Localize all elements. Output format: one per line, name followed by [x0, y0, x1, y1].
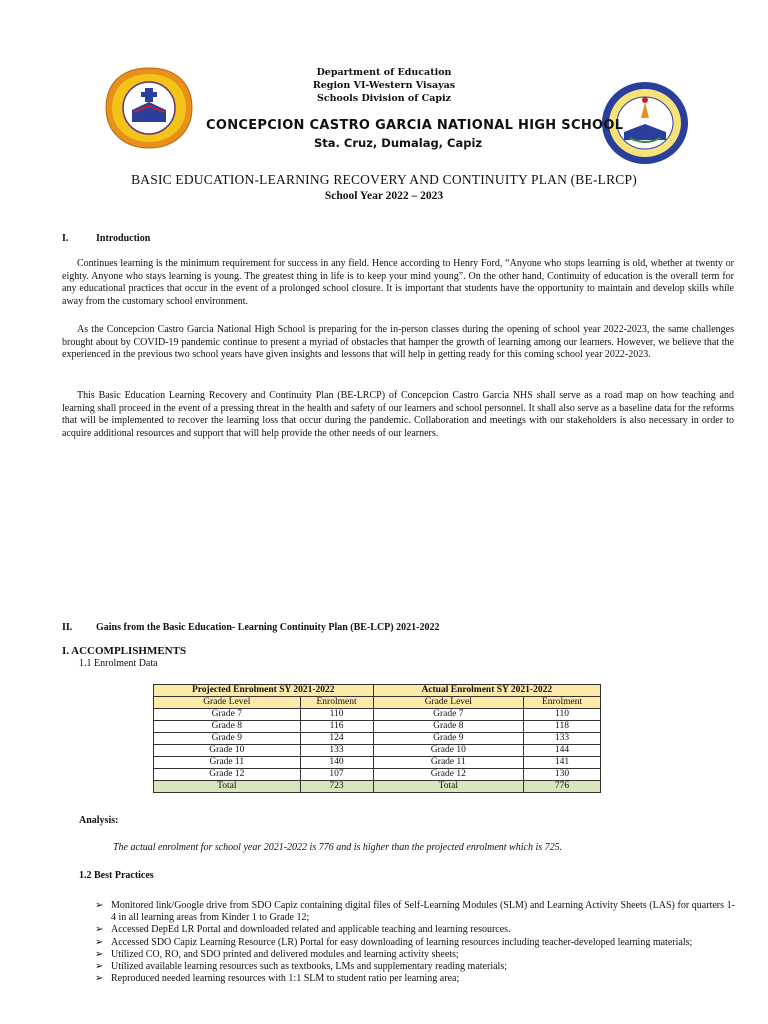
table-row	[154, 709, 601, 721]
table-total-row	[154, 781, 601, 793]
dept-line: Department of Education	[316, 67, 452, 78]
school-year: School Year 2022 – 2023	[324, 190, 444, 202]
cell: Grade 11	[154, 757, 301, 769]
cell: Grade 10	[373, 745, 524, 757]
cell: 107	[300, 769, 373, 781]
cell: Grade 12	[373, 769, 524, 781]
cell: 723	[300, 781, 373, 793]
cell: Grade 7	[373, 709, 524, 721]
analysis-text: The actual enrolment for school year 2021-2022 is 776 and is higher than the projected enrolment which is 725.	[113, 842, 563, 853]
list-item: ➢ Utilized available learning resources such as textbooks, LMs and supplementary reading materials;	[95, 961, 507, 973]
cell: 124	[300, 733, 373, 745]
table-row	[154, 733, 601, 745]
analysis-label: Analysis:	[79, 815, 119, 826]
intro-paragraph-1: Continues learning is the minimum requirement for success in any field. Hence according to Henry Ford, “Anyone who stops learning is old, whether at twenty or eighty. Anyone who stays learning is young. The greatest thing in life is to keep your mind young”. On the other hand, Continuity of education is the overall term for any educational practices that occur in the event of a prolonged school closure. It is important that students have the opportunity to maintain and develop skills while away from the customary school environment.	[62, 258, 734, 307]
accomplishments-heading: I. ACCOMPLISHMENTS	[62, 645, 187, 657]
cell: 776	[524, 781, 601, 793]
cell: 118	[524, 721, 601, 733]
list-item: ➢ Utilized CO, RO, and SDO printed and delivered modules and learning activity sheets;	[95, 948, 459, 960]
cell: Grade 9	[154, 733, 301, 745]
cell: Grade 11	[373, 757, 524, 769]
best-practices-heading: 1.2 Best Practices	[79, 870, 154, 881]
cell: Grade 12	[154, 769, 301, 781]
arrow-bullet-icon: ➢	[95, 973, 104, 985]
cell: 116	[300, 721, 373, 733]
col-enrolment: Enrolment	[300, 697, 373, 709]
cell: Grade 7	[154, 709, 301, 721]
col-enrolment: Enrolment	[524, 697, 601, 709]
cell: 110	[300, 709, 373, 721]
cell: Grade 8	[373, 721, 524, 733]
cell: 144	[524, 745, 601, 757]
arrow-bullet-icon: ➢	[95, 936, 104, 948]
cell: Total	[154, 781, 301, 793]
projected-header: Projected Enrolment SY 2021-2022	[154, 685, 374, 697]
table-row	[154, 769, 601, 781]
arrow-bullet-icon: ➢	[95, 961, 104, 973]
list-item: ➢ Monitored link/Google drive from SDO Capiz containing digital files of Self-Learning Modules (SLM) and Learning Activity Sheets (LAS) for quarters 1-4 in all learning areas from Kinder 1 to Grade 12;	[95, 900, 735, 924]
region-line: Region VI-Western Visayas	[312, 80, 456, 91]
cell: Total	[373, 781, 524, 793]
school-address: Sta. Cruz, Dumalag, Capiz	[314, 136, 483, 150]
cell: 133	[524, 733, 601, 745]
cell: Grade 10	[154, 745, 301, 757]
col-grade-level: Grade Level	[373, 697, 524, 709]
cell: 140	[300, 757, 373, 769]
actual-header: Actual Enrolment SY 2021-2022	[373, 685, 601, 697]
list-item: ➢ Accessed DepEd LR Portal and downloaded related and applicable teaching and learning resources.	[95, 924, 511, 936]
col-grade-level: Grade Level	[154, 697, 301, 709]
section-2-heading: Gains from the Basic Education- Learning Continuity Plan (BE-LCP) 2021-2022	[96, 622, 440, 633]
arrow-bullet-icon: ➢	[95, 900, 104, 911]
table-row	[154, 721, 601, 733]
cell: Grade 8	[154, 721, 301, 733]
enrolment-data-subheading: 1.1 Enrolment Data	[79, 658, 158, 669]
arrow-bullet-icon: ➢	[95, 948, 104, 960]
table-row	[154, 757, 601, 769]
list-item: ➢ Reproduced needed learning resources with 1:1 SLM to student ratio per learning area;	[95, 973, 460, 985]
enrolment-table	[153, 684, 601, 793]
division-line: Schools Division of Capiz	[316, 93, 452, 104]
intro-paragraph-2: As the Concepcion Castro Garcia National High School is preparing for the in-person classes during the opening of school year 2022-2023, the same challenges brought about by COVID-19 pandemic continue to present a myriad of obstacles that hamper the growth of learning among our learners. However, we believe that the experienced in the previous two school years have given insights and lessons that will help in getting ready for this coming school year 2022-2023.	[62, 324, 734, 361]
section-1-number: I.	[62, 233, 69, 244]
cell: 141	[524, 757, 601, 769]
cell: 110	[524, 709, 601, 721]
intro-paragraph-3: This Basic Education Learning Recovery and Continuity Plan (BE-LRCP) of Concepcion Castro Garcia NHS shall serve as a road map on how teaching and learning shall proceed in the event of a pressing threat in the health and safety of our learners and school personnel. It shall also serve as a baseline data for the reforms that will be implemented to recover the learning loss that occur during the pandemic. Collaboration and meetings with our stakeholders is also necessary in order to acquire additional resources and support that will help provide the other needs of our learners.	[62, 390, 734, 439]
section-2-number: II.	[62, 622, 73, 633]
section-1-heading: Introduction	[96, 233, 151, 244]
school-name: CONCEPCION CASTRO GARCIA NATIONAL HIGH SCHOOL	[206, 118, 624, 133]
cell: 130	[524, 769, 601, 781]
arrow-bullet-icon: ➢	[95, 924, 104, 936]
cell: 133	[300, 745, 373, 757]
list-item: ➢ Accessed SDO Capiz Learning Resource (LR) Portal for easy downloading of learning resources including teacher-developed learning materials;	[95, 936, 693, 948]
document-title: BASIC EDUCATION-LEARNING RECOVERY AND CONTINUITY PLAN (BE-LRCP)	[131, 172, 637, 187]
table-row	[154, 745, 601, 757]
best-practices-list	[95, 900, 735, 985]
cell: Grade 9	[373, 733, 524, 745]
